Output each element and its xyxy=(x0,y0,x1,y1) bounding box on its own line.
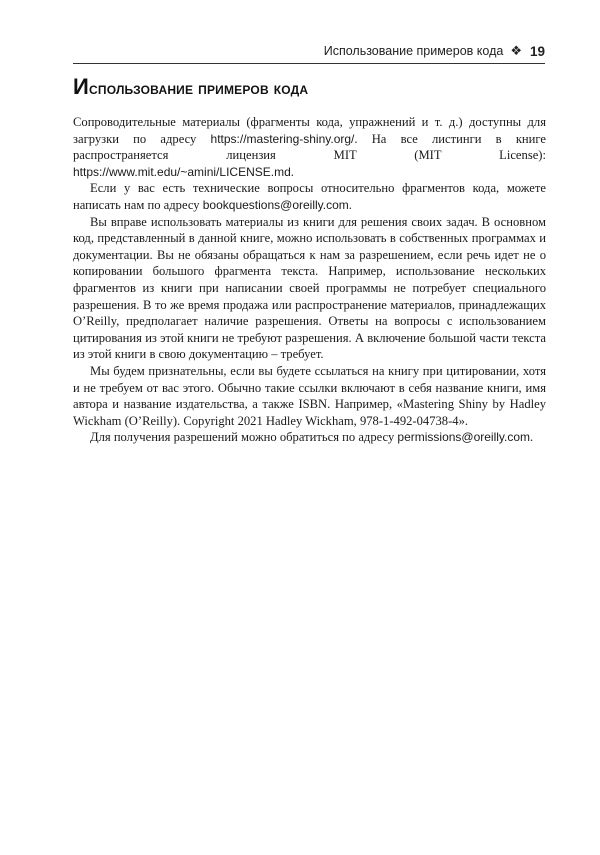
diamond-ornament-icon: ❖ xyxy=(510,43,522,58)
running-header xyxy=(73,40,545,62)
paragraph-4: Мы будем признательны, если вы будете ссылаться на книгу при цитировании, хотя и не требуем от вас этого. Обычно такие ссылки включают в себя название книги, имя автора и название издательства, а также ISBN. Например, «Mastering Shiny by Hadley Wickham (O’Reilly). Copyright 2021 Hadley Wickham, 978-1-492-04738-4». xyxy=(73,363,546,428)
license-url[interactable]: https://www.mit.edu/~amini/LICENSE.md xyxy=(73,164,291,179)
paragraph-2 xyxy=(73,180,546,213)
paragraph-1 xyxy=(73,114,546,180)
running-title: Использование примеров кода xyxy=(323,44,504,58)
section-title-initial: И xyxy=(73,74,90,99)
paragraph-1-text-b: . На все листинги в книге распространяется лицензия MIT (MIT License): xyxy=(73,131,547,163)
header-rule xyxy=(73,63,545,64)
paragraph-5-text-b: . xyxy=(530,430,534,445)
paragraph-1-text-a: Сопроводительные материалы (фрагменты кода, упражнений и т. д.) доступны для загрузки по адресу xyxy=(73,115,546,146)
paragraph-5 xyxy=(73,429,546,446)
paragraph-2-text-b: . xyxy=(348,197,352,212)
section-title-rest: спользование примеров кода xyxy=(89,79,309,98)
paragraph-5-text-a: Для получения разрешений можно обратиться по адресу xyxy=(90,430,398,445)
bookquestions-email[interactable]: bookquestions@oreilly.com xyxy=(202,197,349,212)
permissions-email[interactable]: permissions@oreilly.com xyxy=(397,430,531,445)
page-number: 19 xyxy=(529,43,545,59)
paragraph-3: Вы вправе использовать материалы из книги для решения своих задач. В основном код, представленный в данной книге, можно использовать в собственных программах и документации. Вы не обязаны обращаться к нам за разрешением, если речь идет не о копировании большого фрагмента текста. Например, использование нескольких фрагментов из книги при написании своей программы не потребует специального разрешения. В то же время продажа или распространение материалов, принадлежащих O’Reilly, предполагает наличие разрешения. Ответы на вопросы с использованием цитирования из этой книги не требуют разрешения. А включение большой части текста из этой книги в свою документацию – требует. xyxy=(73,214,546,362)
paragraph-2-text-a: Если у вас есть технические вопросы относительно фрагментов кода, можете написать нам по адресу xyxy=(73,181,546,212)
section-title xyxy=(73,74,308,100)
body-text xyxy=(73,114,546,446)
paragraph-1-text-c: . xyxy=(290,164,294,179)
examples-url[interactable]: https://mastering-shiny.org/ xyxy=(210,131,355,146)
